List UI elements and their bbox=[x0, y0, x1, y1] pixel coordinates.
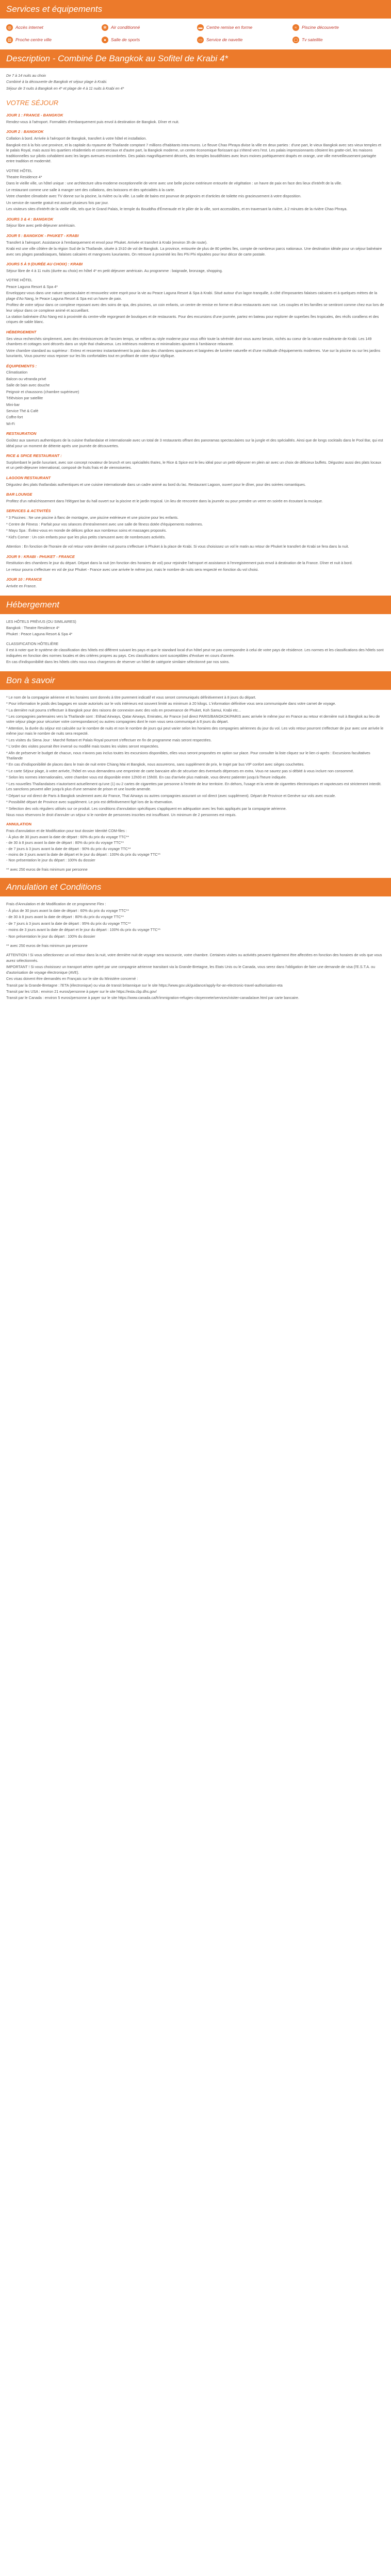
goodtoknow-line: * Le nom de la compagnie aérienne et les horaires sont donnés à titre purement indicatif et vous seront communiqués définitivement à 8 jours du départ. bbox=[6, 694, 256, 700]
tv-icon: ▢ bbox=[292, 37, 299, 43]
service-item bbox=[6, 36, 99, 43]
day-line: Goûtez aux saveurs authentiques de la cuisine thaïlandaise et internationale avec un total de 3 restaurants offrant des panoramas spectaculaires sur la jungle et des spécialités. Ainsi que de longs cocktails dans le Pool Bar, qui est idéal pour un moment de détente après une journée de découvertes. bbox=[6, 438, 383, 448]
day-line: Ses vieux recherchés simplement, avec des réminiscences de l'ancien temps, se mêlent au style moderne pour vous offrir toute la sérénité dont vous aurez besoin, nichés au coeur de la nature exubérante de Krabi. Les 149 chambres et cottages sont décorés dans un style thaï chaleureux. Les intérieurs modernes et minimalistes ajoutent à l'ambiance relaxante. bbox=[6, 336, 372, 347]
day-line: Theatre Residence 4* bbox=[6, 174, 42, 179]
conditions-line: ** avec 250 euros de frais minimum par personne bbox=[6, 943, 88, 948]
day-title: BAR LOUNGE bbox=[6, 492, 32, 497]
lodging-title: Hébergement bbox=[0, 596, 391, 614]
lodging-line: CLASSIFICATION HÔTELIÈRE bbox=[6, 641, 59, 646]
lodging-content bbox=[0, 614, 391, 671]
day-line: La station balnéaire d'Ao Nang est à proximité du centre-ville regorgeant de boutiques et de restaurants. Pour des excursions d'une journée, partez en bateau pour explorer de superbes îles tropicales, des récifs coralliens et des criques de sable blanc. bbox=[6, 314, 379, 325]
service-item bbox=[102, 36, 194, 43]
goodtoknow-line: * La dernière nuit pourra s'effectuer à Bangkok pour des raisons de connexion avec des vols en provenance de Phuket, Koh Samui, Krabi etc... bbox=[6, 707, 241, 713]
day-line: Mini-bar bbox=[6, 402, 20, 407]
day-title: JOUR 10 : FRANCE bbox=[6, 577, 42, 582]
day-title: ÉQUIPEMENTS : bbox=[6, 363, 37, 368]
day-line: Climatisation bbox=[6, 370, 28, 375]
cancellation-line: - moins de 3 jours avant la date de départ et le jour du départ : 100% du prix du voyage TTC** bbox=[6, 852, 161, 857]
goodtoknow-line: Nous nous réservons le droit d'annuler un séjour si le nombre de personnes inscrites est insuffisant. Un minimum de 2 personnes est requis. bbox=[6, 812, 237, 817]
day-line: Collation à bord. Arrivée à l'aéroport de Bangkok, transfert à votre hôtel et installation. bbox=[6, 136, 147, 141]
day-line: Wi-Fi bbox=[6, 421, 15, 426]
intro-line: De 7 à 14 nuits au choix bbox=[6, 73, 46, 78]
cancellation-line: Frais d'annulation et de Modification pour tout dossier Identité COM-files : bbox=[6, 828, 127, 834]
lodging-line: Phuket : Peace Laguna Resort & Spa 4* bbox=[6, 632, 73, 637]
cancellation-line: - À plus de 30 jours avant la date de départ : 60% du prix du voyage TTC** bbox=[6, 834, 129, 839]
day-line: Dégustez des plats thaïlandais authentiques et une cuisine internationale dans un cadre animé au bord du lac. Restaurant Lagoon, ouvert pour le dîner, pour des soirées romantiques. bbox=[6, 482, 306, 487]
day-line: Le retour pourra s'effectuer en vol de jour Phuket - France avec une arrivée le même jour, mais le nombre de nuits sera respecté en fonction du vol choisi. bbox=[6, 567, 259, 572]
day-title: SERVICES & ACTIVITÉS bbox=[6, 509, 51, 514]
service-label: Accès internet bbox=[15, 25, 43, 30]
day-line: * Centre de Fitness : Parfait pour vos séances d'entraînement avec une salle de fitness dotée d'équipements modernes. bbox=[6, 521, 203, 527]
service-label: Service de navette bbox=[206, 37, 243, 42]
day-line: Le restaurant comme une salle à manger sert des collations, des boissons et des spécialités à la carte. bbox=[6, 187, 175, 192]
day-line: Service Thé & Café bbox=[6, 409, 39, 414]
goodtoknow-line: * Les nouvelles Thaïlandaises n'autorisent actuellement qu'une (1) ou 2 cartes de cigarettes par personne à l'entrée de leur territoire. En dehors, l'usage et la vente de cigarettes électroniques et vapoteuses est strictement interdit. Les sanctions peuvent aller jusqu'à plus d'une semaine de prison et une lourde amende. bbox=[6, 781, 382, 792]
conditions-line: - moins de 3 jours avant la date de départ et le jour du départ : 100% du prix du voyage TTC** bbox=[6, 927, 161, 933]
service-label: Proche centre ville bbox=[15, 37, 52, 42]
days bbox=[6, 113, 385, 589]
goodtoknow-line: * Pour information le poids des bagages en soute autorisés sur le vols intérieurs est souvent limité au minimum à 20 kilogs. L'information définitive vous sera communiquée dans votre carnet de voyage. bbox=[6, 701, 336, 706]
conditions-line: IMPORTANT ! Si vous choisissez un transport aérien opéré par une compagnie aérienne transitant via la Grande-Bretagne, les Etats Unis ou le Canada, vous serez dans l'obligation de faire une demande de visa (l'E.S.T.A. ou d'autorisation de voyage électronique (AVE). bbox=[6, 964, 376, 975]
conditions-line: Ces visas doivent être demandés en Français sur le site du Ministère concerné : bbox=[6, 976, 138, 981]
day-line: Restitution des chambres le jour du départ. Départ dans la nuit (en fonction des horaires de vol) pour rejoindre l'aéroport et assistance à l'enregistrement puis envol à destination de la France. Dîner et nuit à bord. bbox=[6, 561, 353, 566]
goodtoknow-line: * Selon les normes internationales, votre chambre vous est disponible entre 12h00 et 15h00. En cas d'arrivée plus matinale, vous devrez patienter jusqu'à l'heure indiquée. bbox=[6, 775, 287, 780]
day-title: RICE & SPICE RESTAURANT : bbox=[6, 453, 62, 459]
day-line: Bangkok est à la fois une province, et la capitale du royaume de Thaïlande comptant 7 millions d'habitants intra-muros. Le fleuve Chao Phraya divise la ville en deux parties : d'une part, le vieux Bangkok avec ses vieux temples et le palais Royal, mais aussi les quartiers résidentiels et commerciaux et d'autre part, la Bangkok moderne, un centre économique florissant qui s'étend vers l'est. Les palais impressionnants côtoient les gratte-ciel, les maisons traditionnelles sur pilotis cohabitent avec les larges avenues encombrées. Des palais magnifiquement décorés, des temples bouddhistes avec leurs moines poétiquement drapés en orange, une ville merveilleusement partagée entre tradition et modernité. bbox=[6, 142, 381, 164]
day-line: Krabi est une ville côtière de la région Sud de la Thaïlande, située à 1h10 de vol de Bangkok. La province, entourée de plus de 80 petites îles, compte de nombreux parcs nationaux. Une destination idéale pour un séjour balnéaire avec ses plages paradisiaques, falaises calcaires et mangroves luxuriantes. On retrouve à proximité les îles Phi Phi réputées pour leur décor de carte postale. bbox=[6, 246, 382, 257]
wifi-icon: ◎ bbox=[6, 24, 13, 31]
service-label: Salle de sports bbox=[111, 37, 140, 42]
day-line: Enveloppez-vous dans une nature spectaculaire et renouvelez votre esprit pour la vie au Peace Laguna Resort & Spa à Krabi. Situé autour d'un lagon tranquille, à côté d'imposantes falaises calcaires et à quelques mètres de la plage d'Ao Nang, le Peace Laguna Resort & Spa est un havre de paix. bbox=[6, 291, 378, 301]
day-title: HÉBERGEMENT bbox=[6, 329, 37, 334]
day-line: * Kid's Corner : Un coin enfants pour que les plus petits s'amusent avec de nombreuses activités. bbox=[6, 534, 166, 539]
goodtoknow-content bbox=[0, 690, 391, 878]
conditions-line: Transit par la Grande-Bretagne : l'ETA (électronique) ou visa de transit britannique sur le site https://www.gov.uk/guidance/apply-for-an-electronic-travel-authorisation-eta bbox=[6, 982, 283, 988]
goodtoknow-line: * L'ordre des visites pourrait être inversé ou modifié mais toutes les visites seront respectées. bbox=[6, 744, 159, 749]
day-line: Surplombant le jardin luxuriant, avec son concept novateur de brunch et ses spécialités thaïes, le Rice & Spice est le lieu idéal pour un petit-déjeuner en plein air avec un choix de délicieux buffets. Dégustez aussi des plats locaux et un petit-déjeuner international, composé de fruits frais et de viennoiseries. bbox=[6, 460, 382, 470]
day-line: Dans le vieille ville, un hôtel unique : une architecture ultra-moderne exceptionnelle de verre avec une belle piscine extérieure entourée de végétation : un havre de paix en face des lieux d'intérêt de la ville. bbox=[6, 181, 343, 186]
goodtoknow-line: * Les compagnies partenaires vers la Thaïlande sont : Etihad Airways, Qatar Airways, Emirates, Air France (vol direct PARIS/BANGKOK/PARIS avec arrivée le même jour en France au retour et dernière nuit à Bangkok au lieu de votre séjour plage pour sécuriser votre correspondance) ou autres compagnies dont le nom vous sera communiqué à 8 jours du départ. bbox=[6, 714, 380, 724]
service-item bbox=[197, 24, 289, 31]
pool-icon: ≈ bbox=[292, 24, 299, 31]
conditions-line: - À plus de 30 jours avant la date de départ : 60% du prix du voyage TTC** bbox=[6, 908, 129, 913]
day-title: RESTAURATION bbox=[6, 431, 37, 436]
day-line: Votre chambre climatisée avec TV donne sur la piscine, la rivière ou la ville. La salle de bains est pourvue de peignoirs et d'articles de toilette mis gracieusement à votre disposition. bbox=[6, 194, 302, 199]
description-content bbox=[0, 68, 391, 596]
lodging-line: LES HÔTELS PRÉVUS (OU SIMILAIRES) bbox=[6, 619, 76, 624]
day-title: JOURS 5 À 9 (DURÉE AU CHOIX) : KRABI bbox=[6, 262, 83, 267]
service-label: Centre remise en forme bbox=[206, 25, 253, 30]
service-item bbox=[6, 24, 99, 31]
snowflake-icon: ✻ bbox=[102, 24, 108, 31]
goodtoknow-line: * Sélection des vols réguliers utilisés sur ce produit. Les conditions d'annulation spécifiques s'appliquent en adéquation avec les frais appliqués par la compagnie aérienne. bbox=[6, 806, 287, 811]
intro-line: Combiné à la découverte de Bangkok et séjour plage à Krabi. bbox=[6, 79, 107, 84]
service-item bbox=[292, 24, 385, 31]
service-item bbox=[197, 36, 289, 43]
service-label: Piscine découverte bbox=[302, 25, 339, 30]
conditions-line: Transit par les USA : environ 21 euros/personne à payer sur le site https://esta.cbp.dhs.gov/ bbox=[6, 989, 157, 994]
service-item bbox=[292, 36, 385, 43]
goodtoknow-line: * Le carte Séjour plage, à votre arrivée, l'hôtel en vous demandera une empreinte de carte bancaire afin de sécuriser des éventuels dépenses en extra. Vous ne saurez pas si débité à vous inclure non consommé. bbox=[6, 768, 354, 773]
lodging-line: Il est à noter que le système de classification des hôtels est différent suivant les pays et que le standard local d'un hôtel peut ne pas correspondre à celui de votre pays de résidence. Les normes et les classifications des hôtels sont indiquées en fonction des normes locales et des critères propres au pays. Ces classifications sont susceptibles d'évoluer en cours d'année. bbox=[6, 648, 384, 658]
day-line: * 3 Piscines : Ne une piscine à flanc de montagne, une piscine extérieure et une piscine pour les enfants. bbox=[6, 515, 179, 520]
day-title: JOUR 9 : KRABI - PHUKET - FRANCE bbox=[6, 554, 75, 559]
lodging-line: Bangkok : Theatre Residence 4* bbox=[6, 625, 60, 631]
day-line: Arrivée en France. bbox=[6, 584, 37, 589]
conditions-line: Frais d'Annulation et de Modification de ce programme Flex : bbox=[6, 902, 106, 907]
day-line: VOTRE HÔTEL bbox=[6, 278, 32, 283]
cancellation-line: - de 30 à 8 jours avant la date de départ : 80% du prix du voyage TTC** bbox=[6, 840, 124, 845]
day-line: Transfert à l'aéroport. Assistance à l'embarquement et envol pour Phuket. Arrivée et transfert à Krabi (environ 3h de route). bbox=[6, 240, 208, 245]
day-title: JOUR 2 : BANGKOK bbox=[6, 129, 44, 134]
day-line: Séjour libre de 4 à 11 nuits (durée au choix) en hôtel 4* en petit déjeuner américain. Au programme : baignade, bronzage, shopping. bbox=[6, 268, 223, 273]
goodtoknow-line: * Les visites du Siena Jour : Marché flottant et Palais Royal pourront s'effectuer en fin de programme mais seront respectées. bbox=[6, 737, 212, 742]
conditions-line: Transit par le Canada : environ 5 euros/personne à payer sur le site https://www.canada.ca/fr/immigration-refugies-citoyennete/services/visiter-canada/ave.html par carte bancaire. bbox=[6, 995, 299, 1001]
cancellation-title: ANNULATION bbox=[6, 822, 32, 827]
day-line: Attention : En fonction de l'horaire de vol retour votre dernière nuit pourra s'effectuer à Phuket à la place de Krabi. Si vous choisissez un vol le matin au retour de Phuket le transfert de Krabi se fera dans la nuit. bbox=[6, 544, 349, 549]
day-title: JOURS 3 & 4 : BANGKOK bbox=[6, 216, 54, 222]
day-title: JOUR 5 : BANGKOK - PHUKET - KRABI bbox=[6, 233, 79, 238]
conditions-line: - de 7 jours à 3 jours avant la date de départ : 95% du prix du voyage TTC** bbox=[6, 921, 131, 926]
day-line: Votre chambre standard au supérieur : Entrez et ressentez instantanément la paix dans des chambres spacieuses et baignées de lumière naturelle et d'une multitude d'équipements modernes. Vue sur la piscine ou sur les jardins luxuriants, Vous pourrez vous reposer sur les lits confortables tout en profitant de votre séjour idyllique. bbox=[6, 348, 381, 359]
shuttle-icon: ▭ bbox=[197, 37, 204, 43]
cancellation-line: - Non présentation le jour du départ : 100% du dossier bbox=[6, 858, 95, 863]
conditions-line: - de 30 à 8 jours avant la date de départ : 80% du prix du voyage TTC** bbox=[6, 914, 124, 920]
intro bbox=[6, 73, 385, 91]
goodtoknow-title: Bon à savoir bbox=[0, 671, 391, 690]
city-icon: ▥ bbox=[6, 37, 13, 43]
dumbbell-icon: ▬ bbox=[197, 24, 204, 31]
cancellation-line: ** avec 250 euros de frais minimum par personne bbox=[6, 867, 88, 872]
goodtoknow-line: * Attention, la durée du séjour est calculée sur le nombre de nuits et non le nombre de jours qui peut varier selon les horaires des compagnies aériennes du jour du vol. Les vols retour pourront s'effectuer de jour avec une arrivée le même jour mais le nombre de nuits sera respecté. bbox=[6, 725, 384, 736]
day-line: Un service de navette gratuit est assuré plusieurs fois par jour. bbox=[6, 200, 109, 205]
day-line: Peace Laguna Resort & Spa 4* bbox=[6, 284, 58, 289]
intro-line: Séjour de 3 nuits à Bangkok en 4* et plage de 4 à 11 nuits à Krabi en 4* bbox=[6, 86, 124, 91]
day-line: Salle de bain avec douche bbox=[6, 383, 50, 388]
day-line: Séjour libre avec petit-déjeuner américain. bbox=[6, 223, 76, 228]
day-line: Profitez d'un rafraîchissement dans l'élégant bar du hall ouvert sur la piscine et le jardin tropical. Un lieu de rencontre dans la journée ou pour prendre un verre en soirée en écoutant la musique. bbox=[6, 499, 323, 504]
conditions-title: Annulation et Conditions bbox=[0, 878, 391, 896]
conditions-content bbox=[0, 896, 391, 1007]
day-title: LAGOON RESTAURANT bbox=[6, 475, 51, 480]
day-line: Les visiteurs sites d'intérêt de la vieille ville, tels que le Grand Palais, le temple du Bouddha d'Émeraude et le pilier de la ville, sont accessibles, et en traversant la rivière, à 2 minutes de la rivière Chao Phraya. bbox=[6, 207, 348, 212]
day-title: JOUR 1 : FRANCE - BANGKOK bbox=[6, 113, 63, 118]
services-list bbox=[0, 19, 391, 49]
sports-icon: ● bbox=[102, 37, 108, 43]
day-line: Peignoir et chaussons (chambre supérieure) bbox=[6, 389, 79, 394]
cancellation-line: - de 7 jours à 3 jours avant la date de départ : 90% du prix du voyage TTC** bbox=[6, 846, 131, 851]
service-item bbox=[102, 24, 194, 31]
conditions-line: ATTENTION ! Si vous sélectionnez un vol retour dans la nuit, votre dernière nuit de voyage sera raccourcie, votre chambre. Certaines visites ou activités peuvent également être affectées en fonction des horaires de vols que vous aurez sélectionnés. bbox=[6, 953, 382, 963]
conditions-line: - Non présentation le jour du départ : 100% du dossier bbox=[6, 934, 95, 939]
goodtoknow-line: * Afin de préserver le budget de chacun, nous n'avons pas inclus toutes les excursions disponibles, elles vous seront proposées en option sur place. Pour consulter la liste cliquez sur le lien ci-après : Excursions facultatives Thaïlande bbox=[6, 750, 370, 761]
goodtoknow-line: * Départ sur vol direct de Paris à Bangkok seulement avec Air France, Thaï Airways ou autres compagnies assurant un vol direct (avec supplément). Départ de Province et Genève sur vols avec escale. bbox=[6, 793, 336, 798]
goodtoknow-line: * En cas d'indisponibilité de places dans le train de nuit entre Chiang Mai et Bangkok, nous assurerons, sans supplément de prix, le trajet par bus VIP confort avec sièges couchettes. bbox=[6, 762, 305, 767]
goodtoknow-line: * Possibilité départ de Province avec supplément. Le prix est définitivement figé lors de la réservation. bbox=[6, 800, 173, 805]
day-line: Coffre-fort bbox=[6, 415, 23, 420]
day-line: Rendez-vous à l'aéroport. Formalités d'embarquement puis envol à destination de Bangkok. Dîner et nuit. bbox=[6, 120, 180, 125]
services-title: Services et équipements bbox=[0, 0, 391, 19]
cancellation-lines bbox=[6, 828, 385, 872]
lodging-line: En cas d'indisponibilité dans les hôtels cités nous nous chargerons de réserver un hôtel de catégorie similaire sélectionné par nos soins. bbox=[6, 659, 230, 665]
day-line: Télévision par satellite bbox=[6, 396, 43, 401]
day-line: Profitez de votre séjour dans ce complexe reposant avec des soins de spa, des piscines, un coin enfants, un centre de remise en forme et deux restaurants avec vue. Les couples et les familles se sentiront comme chez eux lors de leur séjour dans ce complexe animé et accueillant. bbox=[6, 302, 384, 313]
day-line: Balcon ou véranda privé bbox=[6, 376, 46, 381]
description-title: Description - Combiné De Bangkok au Sofitel de Krabi 4* bbox=[0, 49, 391, 68]
program-title: VOTRE SÉJOUR bbox=[6, 99, 59, 107]
day-line: VOTRE HÔTEL bbox=[6, 168, 32, 173]
day-line: * Mayu Spa : Évitez-vous en monde de délices grâce aux nombreux soins et massages proposés. bbox=[6, 528, 167, 533]
service-label: Tv satellite bbox=[302, 37, 323, 42]
goodtoknow-lines bbox=[6, 695, 385, 818]
service-label: Air conditionné bbox=[111, 25, 140, 30]
